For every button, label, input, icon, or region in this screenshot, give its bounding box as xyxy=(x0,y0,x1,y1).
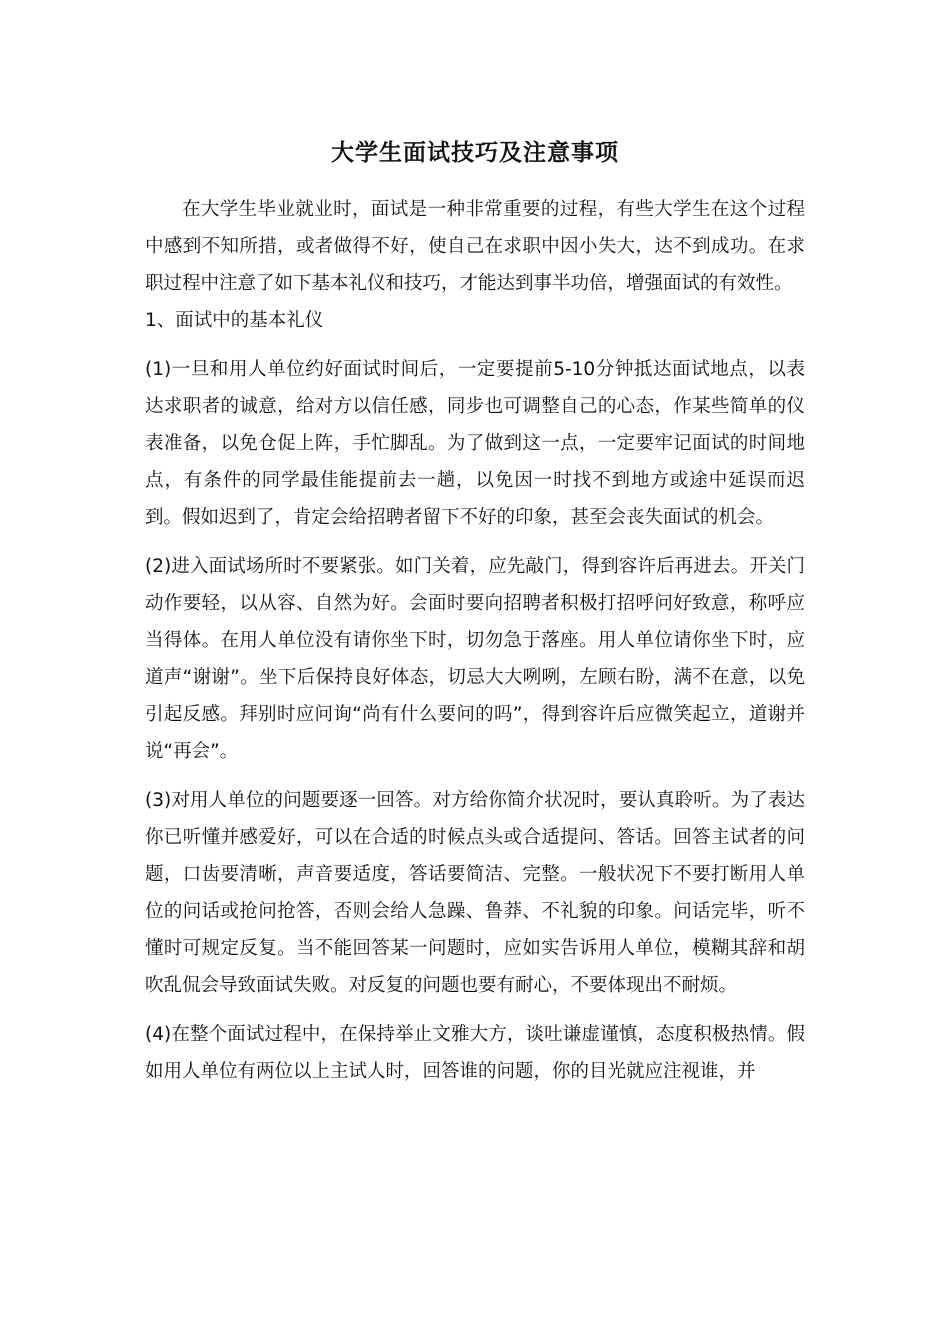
etiquette-item-1: (1)一旦和用人单位约好面试时间后，一定要提前5-10分钟抵达面试地点，以表达求职者的诚意，给对方以信任感，同步也可调整自己的心态，作某些简单的仪表准备，以免仓促上阵，手忙脚乱。为了做到这一点，一定要牢记面试的时间地点，有条件的同学最佳能提前去一趟，以免因一时找不到地方或途中延误而迟到。假如迟到了，肯定会给招聘者留下不好的印象，甚至会丧失面试的机会。 xyxy=(145,359,805,528)
etiquette-item-2: (2)进入面试场所时不要紧张。如门关着，应先敲门，得到容许后再进去。开关门动作要轻，以从容、自然为好。会面时要向招聘者积极打招呼问好致意，称呼应当得体。在用人单位没有请你坐下时，切勿急于落座。用人单位请你坐下时，应道声“谢谢”。坐下后保持良好体态，切忌大大咧咧，左顾右盼，满不在意，以免引起反感。拜别时应问询“尚有什么要问的吗”，得到容许后应微笑起立，道谢并说“再会”。 xyxy=(145,556,805,762)
intro-paragraph: 在大学生毕业就业时，面试是一种非常重要的过程，有些大学生在这个过程中感到不知所措，或者做得不好，使自己在求职中因小失大，达不到成功。在求职过程中注意了如下基本礼仪和技巧，才能达到事半功倍，增强面试的有效性。 xyxy=(145,199,805,294)
etiquette-item-3: (3)对用人单位的问题要逐一回答。对方给你简介状况时，要认真聆听。为了表达你已听懂并感爱好，可以在合适的时候点头或合适提问、答话。回答主试者的问题，口齿要清晰，声音要适度，答话要简洁、完整。一般状况下不要打断用人单位的问话或抢问抢答，否则会给人急躁、鲁莽、不礼貌的印象。问话完毕，听不懂时可规定反复。当不能回答某一问题时，应如实告诉用人单位，模糊其辞和胡吹乱侃会导致面试失败。对反复的问题也要有耐心，不要体现出不耐烦。 xyxy=(145,790,805,996)
etiquette-item-4: (4)在整个面试过程中，在保持举止文雅大方，谈吐谦虚谨慎，态度积极热情。假如用人单位有两位以上主试人时，回答谁的问题，你的目光就应注视谁，并 xyxy=(145,1024,805,1082)
document-body xyxy=(145,133,805,1102)
document-title: 大学生面试技巧及注意事项 xyxy=(331,140,619,166)
section-heading: 1、面试中的基本礼仪 xyxy=(145,310,324,331)
